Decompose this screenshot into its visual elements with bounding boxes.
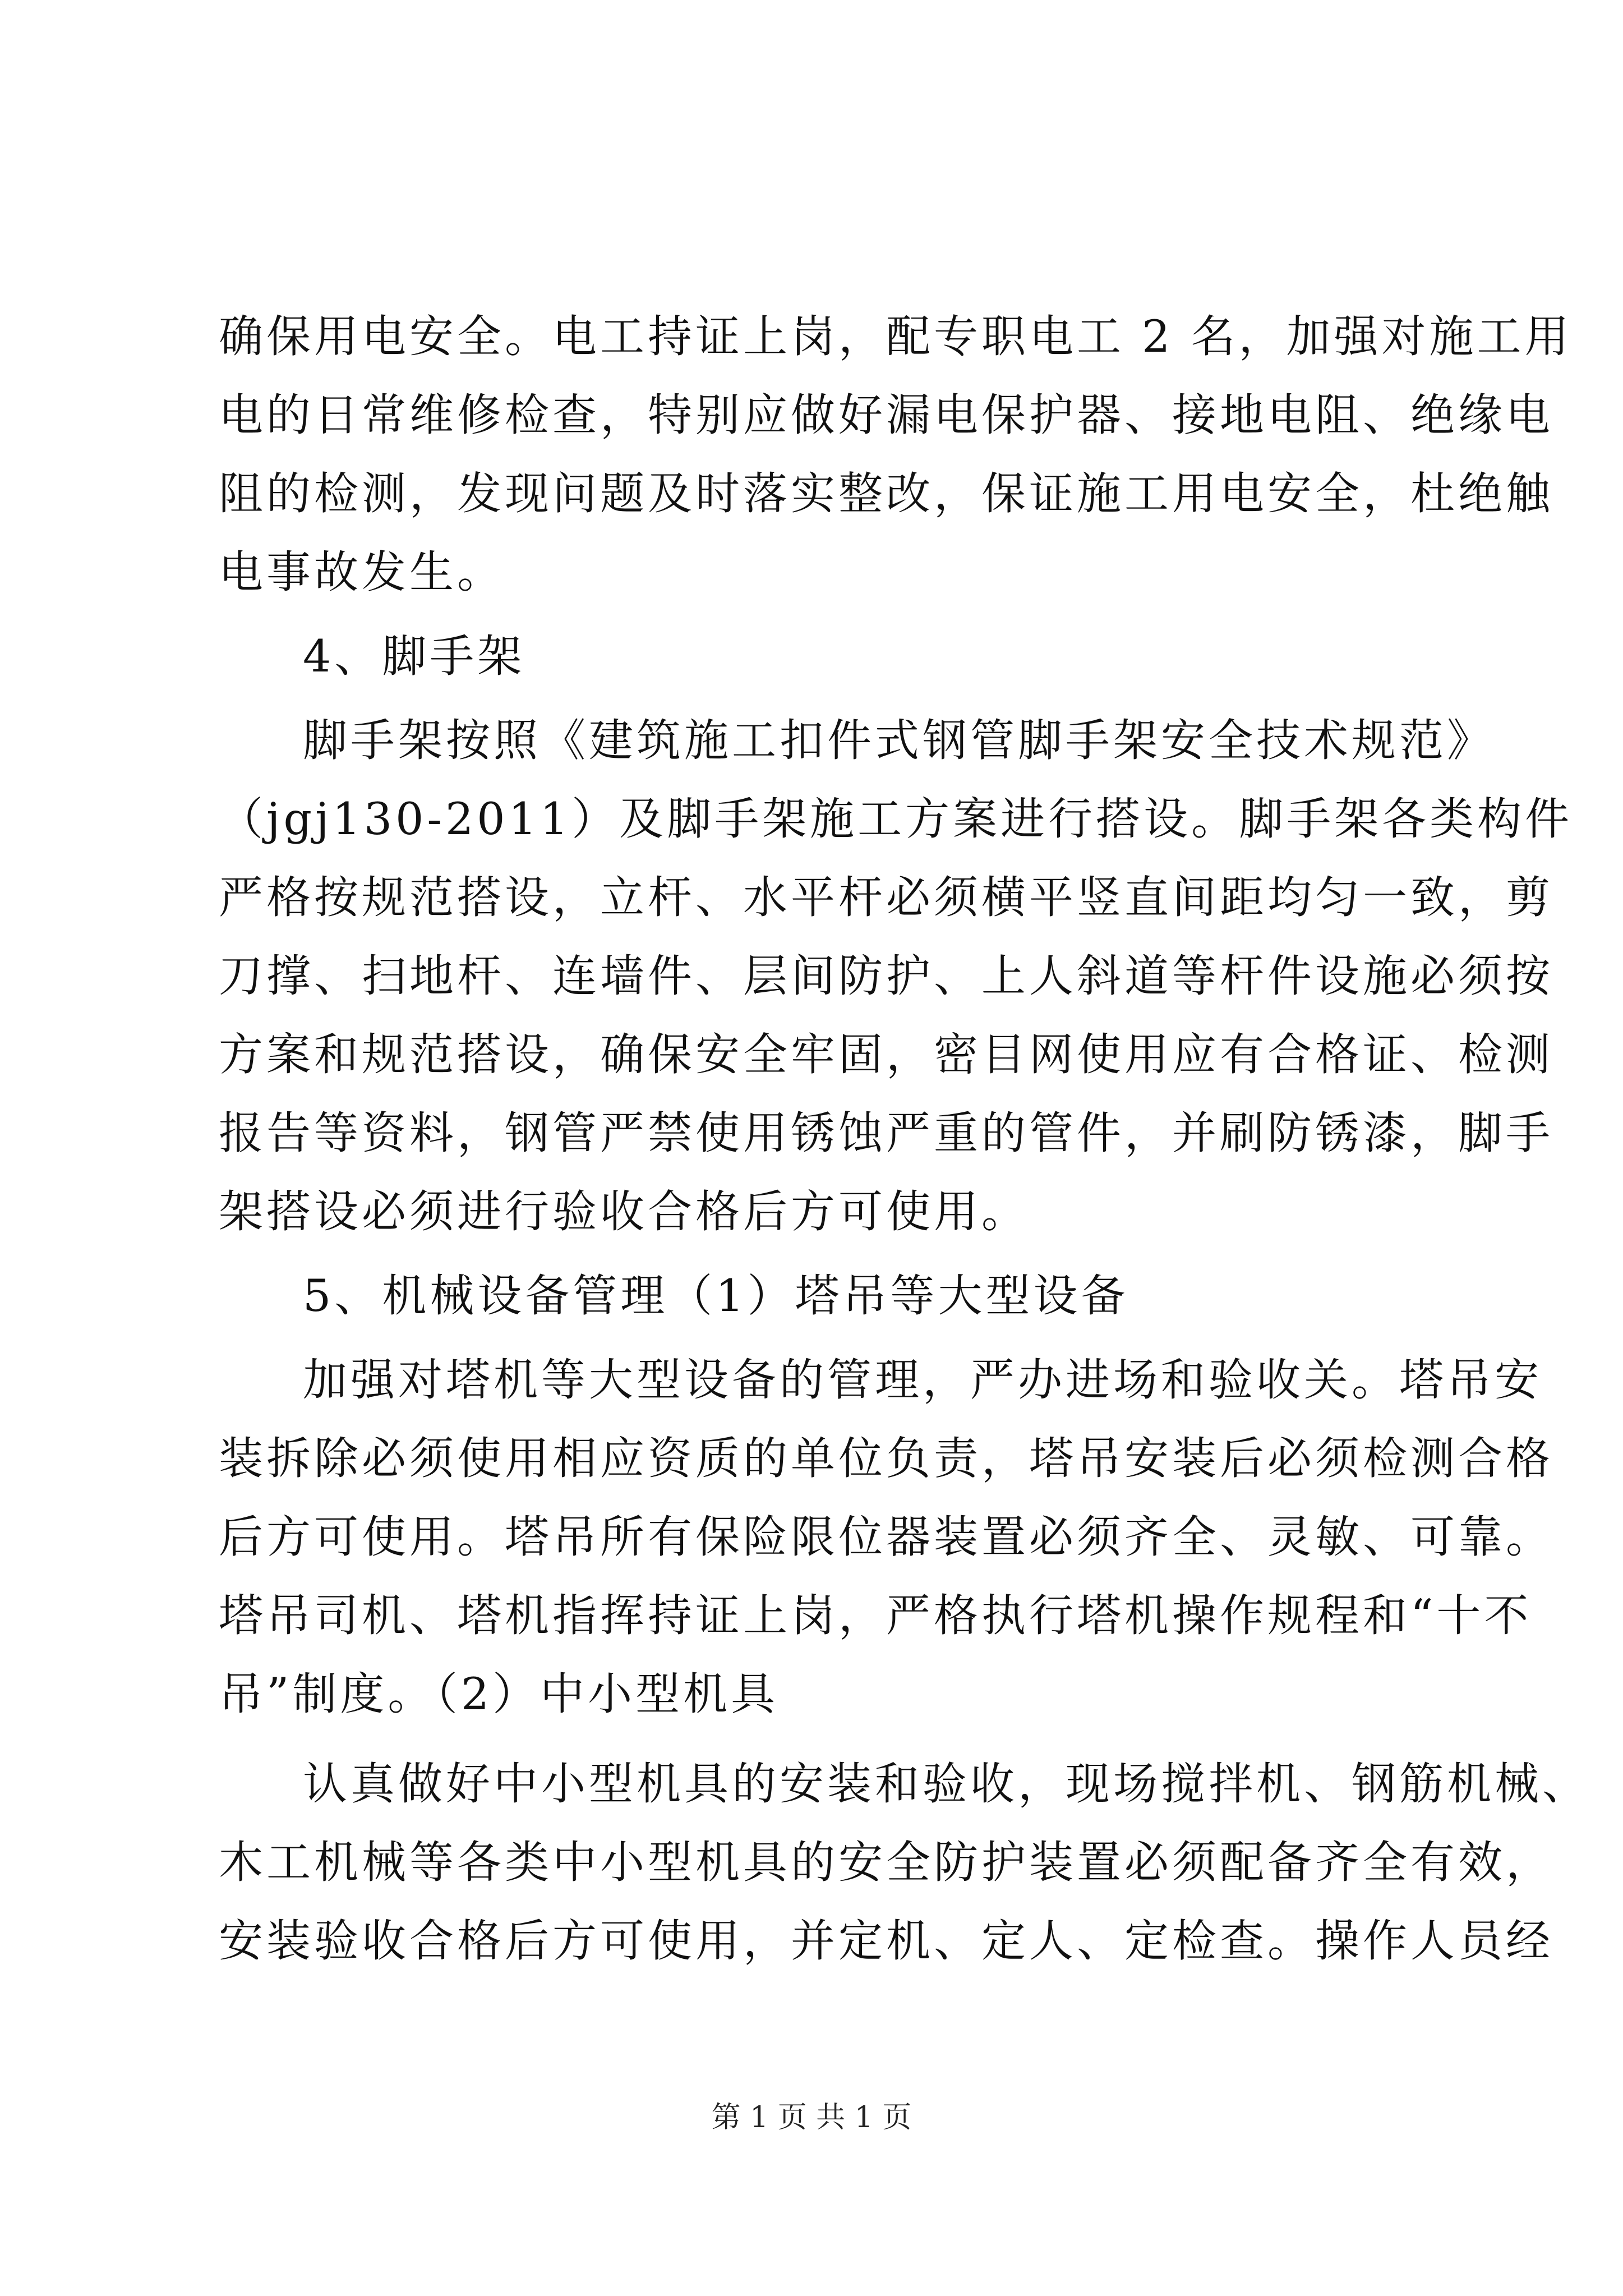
text-line: 刀撑、扫地杆、连墙件、层间防护、上人斜道等杆件设施必须按 (219, 950, 1553, 1002)
text-line: 认真做好中小型机具的安装和验收，现场搅拌机、钢筋机械、 (303, 1758, 1590, 1810)
text-line: 严格按规范搭设，立杆、水平杆必须横平竖直间距均匀一致，剪 (219, 872, 1553, 923)
text-line: 确保用电安全。电工持证上岗，配专职电工 2 名，加强对施工用 (219, 311, 1573, 362)
text-line: 架搭设必须进行验收合格后方可使用。 (219, 1186, 1029, 1237)
section-heading: 5、机械设备管理（1）塔吊等大型设备 (303, 1270, 1129, 1322)
text-line: 安装验收合格后方可使用，并定机、定人、定检查。操作人员经 (219, 1915, 1553, 1967)
text-line: 后方可使用。塔吊所有保险限位器装置必须齐全、灵敏、可靠。 (219, 1511, 1553, 1563)
text-line: 加强对塔机等大型设备的管理，严办进场和验收关。塔吊安 (303, 1354, 1542, 1406)
text-line: 装拆除必须使用相应资质的单位负责，塔吊安装后必须检测合格 (219, 1433, 1553, 1484)
section-heading: 4、脚手架 (303, 631, 525, 682)
text-line: 方案和规范搭设，确保安全牢固，密目网使用应有合格证、检测 (219, 1029, 1553, 1080)
text-line: （jgj130-2011）及脚手架施工方案进行搭设。脚手架各类构件 (219, 793, 1573, 845)
text-line: 脚手架按照《建筑施工扣件式钢管脚手架安全技术规范》 (303, 715, 1495, 766)
text-line: 吊”制度。（2）中小型机具 (219, 1668, 779, 1720)
text-line: 木工机械等各类中小型机具的安全防护装置必须配备齐全有效， (219, 1837, 1553, 1888)
text-line: 阻的检测，发现问题及时落实整改，保证施工用电安全，杜绝触 (219, 468, 1553, 519)
text-line: 电事故发生。 (219, 546, 505, 598)
text-line: 报告等资料，钢管严禁使用锈蚀严重的管件，并刷防锈漆，脚手 (219, 1107, 1553, 1159)
text-line: 电的日常维修检查，特别应做好漏电保护器、接地电阻、绝缘电 (219, 389, 1553, 441)
page-footer: 第 1 页 共 1 页 (711, 2101, 912, 2134)
text-line: 塔吊司机、塔机指挥持证上岗，严格执行塔机操作规程和“十不 (219, 1590, 1532, 1641)
